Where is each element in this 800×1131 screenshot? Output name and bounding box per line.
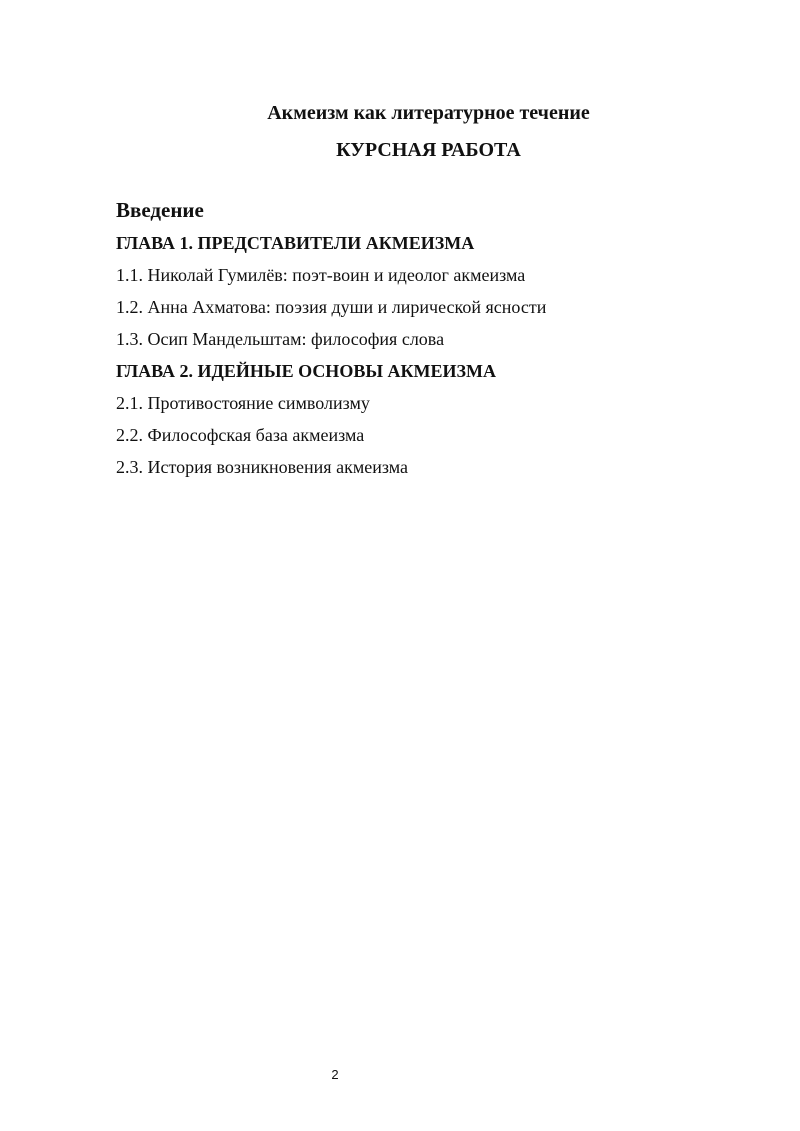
toc-item: 1.2. Анна Ахматова: поэзия души и лирической ясности <box>116 297 547 317</box>
document-title: Акмеизм как литературное течение <box>267 102 590 124</box>
toc-chapter-heading: ГЛАВА 1. ПРЕДСТАВИТЕЛИ АКМЕИЗМА <box>116 233 475 253</box>
toc-chapter-heading: ГЛАВА 2. ИДЕЙНЫЕ ОСНОВЫ АКМЕИЗМА <box>116 361 497 381</box>
table-of-contents <box>116 196 736 486</box>
toc-item: 1.1. Николай Гумилёв: поэт-воин и идеолог акмеизма <box>116 265 526 285</box>
toc-intro: Введение <box>116 198 204 222</box>
toc-item: 1.3. Осип Мандельштам: философия слова <box>116 329 445 349</box>
page-number: 2 <box>331 1067 339 1082</box>
toc-item: 2.3. История возникновения акмеизма <box>116 457 408 477</box>
document-subtitle: КУРСНАЯ РАБОТА <box>336 139 521 161</box>
toc-item: 2.2. Философская база акмеизма <box>116 425 365 445</box>
toc-item: 2.1. Противостояние символизму <box>116 393 370 413</box>
